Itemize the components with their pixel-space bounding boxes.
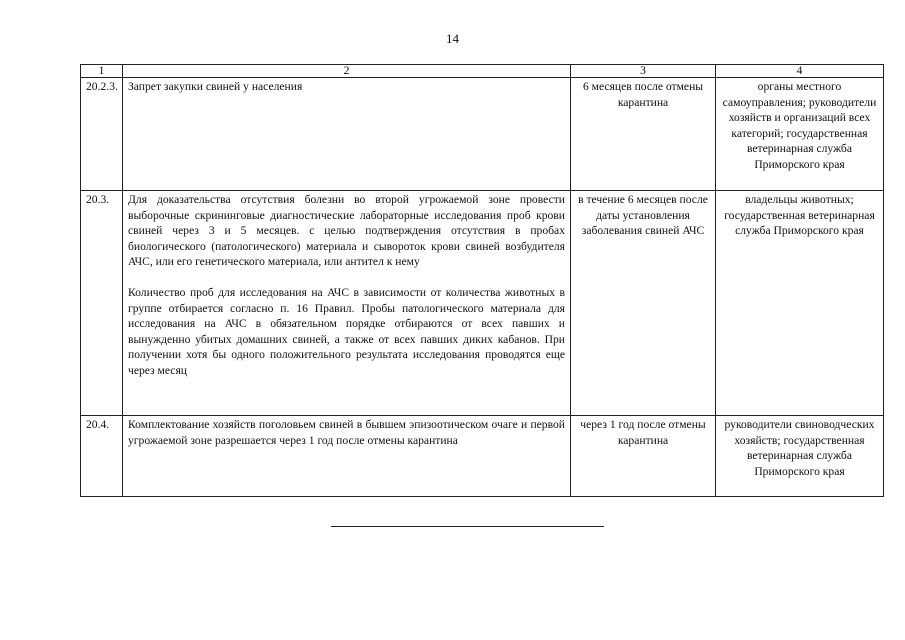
term-cell: 6 месяцев после отмены карантина — [571, 78, 716, 191]
measure-cell — [123, 191, 571, 416]
measure-text: Для доказательства отсутствия болезни во второй угрожаемой зоне провести выборочные скрининговые диагностические лабораторные исследования проб крови свиней через 3 и 5 месяцев. с целью подтверждения отсутствия в пробах биологического (патологического) материала и сывороток крови свиней возбудителя АЧС, или его генетического материала, или антител к нему — [128, 193, 565, 269]
responsible-cell: органы местного самоуправления; руководители хозяйств и организаций всех категорий; государственная ветеринарная служба Приморского края — [716, 78, 884, 191]
term-cell: через 1 год после отмены карантина — [571, 416, 716, 497]
measure-cell — [123, 416, 571, 497]
responsible-cell: владельцы животных; государственная ветеринарная служба Приморского края — [716, 191, 884, 416]
table-row — [81, 191, 884, 416]
closing-line — [331, 526, 604, 527]
column-header: 2 — [123, 65, 571, 78]
row-number: 20.3. — [81, 191, 123, 416]
row-number: 20.2.3. — [81, 78, 123, 191]
responsible-cell: руководители свиноводческих хозяйств; государственная ветеринарная служба Приморского края — [716, 416, 884, 497]
page-number: 14 — [446, 31, 459, 46]
measure-text: Запрет закупки свиней у населения — [128, 80, 303, 93]
column-header: 3 — [571, 65, 716, 78]
term-cell: в течение 6 месяцев после даты установления заболевания свиней АЧС — [571, 191, 716, 416]
measure-cell — [123, 78, 571, 191]
table-row — [81, 416, 884, 497]
table-header-row — [81, 65, 884, 78]
measures-table — [80, 64, 884, 497]
column-header: 1 — [81, 65, 123, 78]
measure-text: Количество проб для исследования на АЧС в зависимости от количества животных в группе отбирается согласно п. 16 Правил. Пробы патологического материала для исследования на АЧС в обязательном порядке отбираются от всех павших и вынужденно убитых домашних свиней, а также от всех павших диких кабанов. При получении хотя бы одного положительного результата исследования проводятся еще через месяц — [128, 285, 565, 377]
column-header: 4 — [716, 65, 884, 78]
row-number: 20.4. — [81, 416, 123, 497]
measure-text: Комплектование хозяйств поголовьем свиней в бывшем эпизоотическом очаге и первой угрожаемой зоне разрешается через 1 год после отмены карантина — [128, 418, 565, 447]
table-row — [81, 78, 884, 191]
